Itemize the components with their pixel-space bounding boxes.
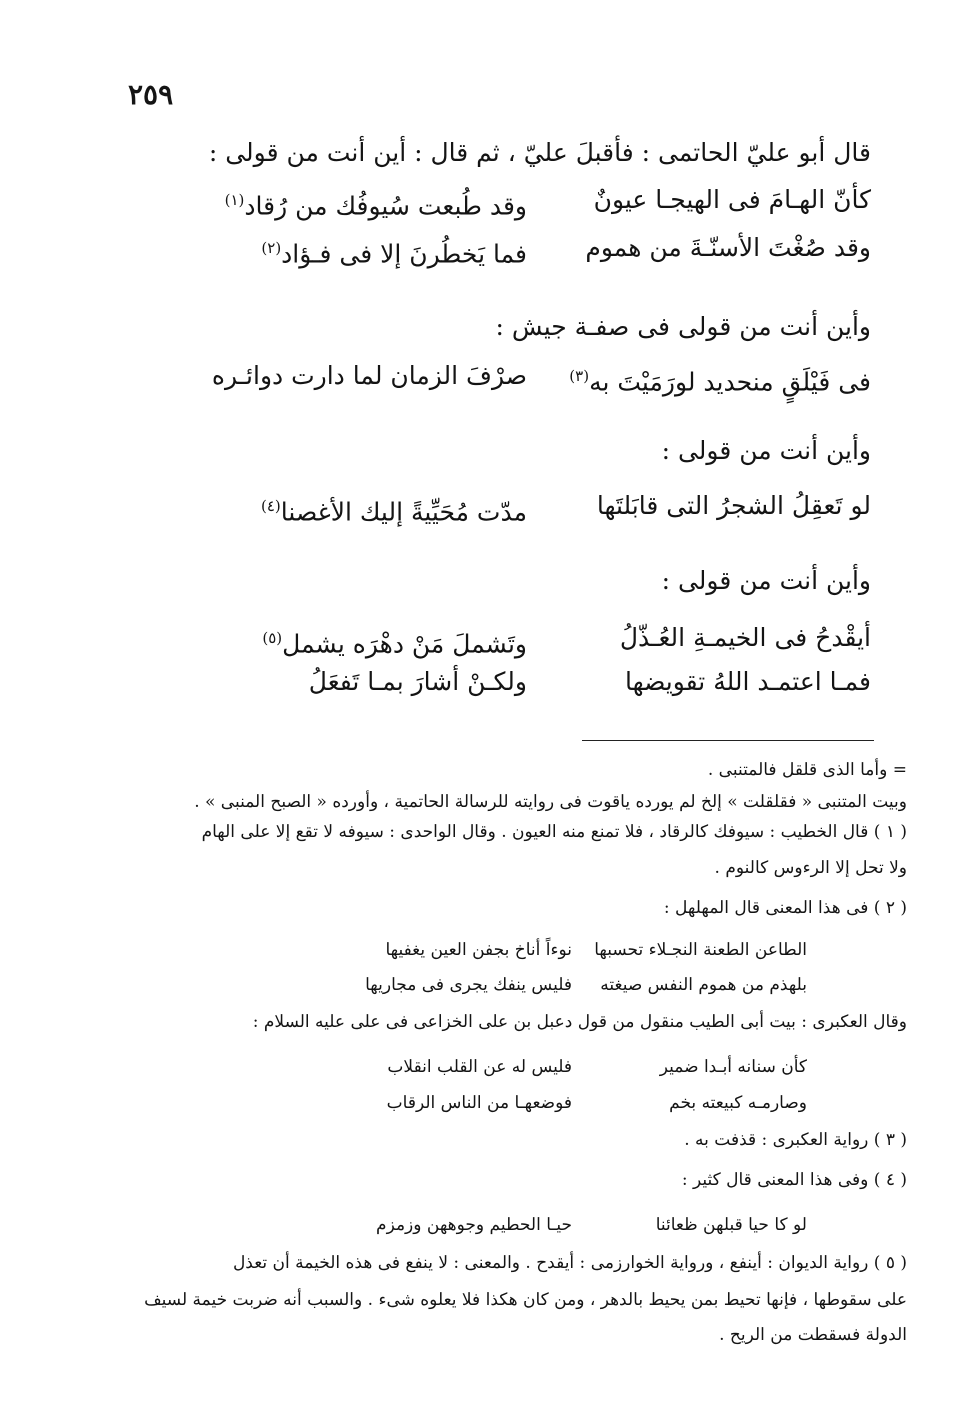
verse-2-hemistich-2 [197, 228, 527, 268]
footnote-2b-verse-1-h1: كأن سنانه أبـدا ضمير [659, 1057, 807, 1077]
intro-line-2: وأين أنت من قولى فى صفـة جيش : [495, 312, 871, 341]
verse-2-hemistich-1: وقد صُغْتَ الأسنّـةَ من هموم [585, 233, 871, 262]
footnote-marker: (٤) [261, 497, 281, 515]
footnote-2-continuation: وقال العكبرى : بيت أبى الطيب منقول من قول دعبل بن على الخزاعى فى على عليه السلام : [252, 1012, 907, 1032]
verse-6-hemistich-1: فمـا اعتمـد اللهُ تقويضها [624, 667, 871, 696]
footnote-2b-verse-2-h1: وصارمـه كبيعته بخم [669, 1093, 807, 1113]
footnote-marker: (١) [224, 191, 245, 209]
intro-line: قال أبو عليّ الحاتمى : فأقبلَ عليّ ، ثم قال : أين أنت من قولى : [208, 138, 871, 167]
verse-4-hemistich-2 [197, 486, 527, 526]
footnote-2-verse-2-h2: فليس ينفك يجرى فى مجاريها [365, 975, 572, 995]
intro-line-3: وأين أنت من قولى : [661, 436, 871, 465]
footnote-2: ( ٢ ) فى هذا المعنى قال المهلهل : [663, 898, 907, 918]
footnote-5-line-2: على سقوطها ، فإنها تحيط بمن يحيط بالدهر ، ومن كان هكذا فلا يعلوه شىء . والسبب أنه ضربت خيمة لسيف [144, 1290, 907, 1310]
verse-4-hemistich-1: لو تَعقِلُ الشجرُ التى قابَلتَها [596, 491, 871, 520]
footnote-marker: (٢) [261, 239, 282, 257]
footnote-2b-verse-1-h2: فليس له عن القلب انقلاب [387, 1057, 572, 1077]
footnote-1-line-1: ( ١ ) قال الخطيب : سيوفك كالرقاد ، فلا تمنع منه العيون . وقال الواحدى : سيوفه لا تقع إلا على الهام [201, 822, 907, 842]
footnote-2b-verse-2-h2: فوضعهـا من الناس الرقاب [386, 1093, 572, 1113]
footnote-marker: (٣) [569, 367, 590, 385]
verse-6-hemistich-2: ولكـنْ أشارَ بمـا تَفعَلُ [308, 667, 527, 696]
footnote-4-verse-h1: لو كا حيا قبلهن ظعائنا [655, 1215, 807, 1235]
verse-1-hemistich-2 [197, 180, 527, 220]
footnote-4: ( ٤ ) وفى هذا المعنى قال كثير : [681, 1170, 907, 1190]
footnote-4-verse-h2: حيـا الحطيم وجوههن وزمزم [376, 1215, 572, 1235]
verse-5-hemistich-2-text: وتَشملَ مَنْ دهْرَه يشمل [282, 629, 527, 659]
footnote-2-verse-1-h2: نوءاً أناخ بجفن العين يغفيها [385, 940, 572, 960]
page-number: ٢٥٩ [128, 78, 174, 111]
verse-3-hemistich-1-text: فى فَيْلَقٍ منحديد لورَمَيْتَ به [589, 367, 871, 397]
footnote-3: ( ٣ ) رواية العكبرى : قذفت به . [684, 1130, 907, 1150]
verse-3-hemistich-2: صرْفَ الزمان لما دارت دوائـره [211, 361, 527, 390]
footnote-1-line-2: ولا تحل إلا الرءوس كالنوم . [714, 858, 907, 878]
verse-3-hemistich-1 [536, 356, 871, 396]
verse-2-hemistich-2-text: فما يَخطُرنَ إلا فى فـؤاد [281, 239, 527, 269]
verse-1-hemistich-1: كأنّ الهـامَ فى الهيجـا عيونٌ [593, 185, 871, 214]
footnote-continuation-1: = وأما الذى قلقل فالمتنبى . [707, 760, 907, 780]
footnote-5-line-1: ( ٥ ) رواية الديوان : أينفع ، ورواية الخوارزمى : أيقدح . والمعنى : لا ينفع فى هذه الخيمة أن تعذل [232, 1253, 907, 1273]
footnote-continuation-2: وبيت المتنبى « فقلقلت » إلخ لم يورده ياقوت فى روايته للرسالة الحاتمية ، وأورده « الصبح المنبى » . [194, 792, 907, 812]
verse-5-hemistich-1: أيقْدحُ فى الخيمـةِ العُـذّلُ [619, 623, 871, 652]
verse-4-hemistich-2-text: مدّت مُحَيِّيةً إليك الأغصنا [280, 497, 527, 527]
footnote-5-line-3: الدولة فسقطت من الريح . [719, 1325, 907, 1345]
footnote-2-verse-2-h1: بلهذم من هموم النفس صيغته [600, 975, 807, 995]
verse-5-hemistich-2 [197, 618, 527, 658]
footnote-marker: (٥) [262, 629, 283, 647]
verse-1-hemistich-2-text: وقد طُبعت سُيوفُك من رُقاد [244, 191, 527, 221]
footnote-separator [582, 740, 874, 741]
footnote-2-verse-1-h1: الطاعن الطعنة النجـلاء تحسبها [594, 940, 807, 960]
intro-line-4: وأين أنت من قولى : [661, 566, 871, 595]
